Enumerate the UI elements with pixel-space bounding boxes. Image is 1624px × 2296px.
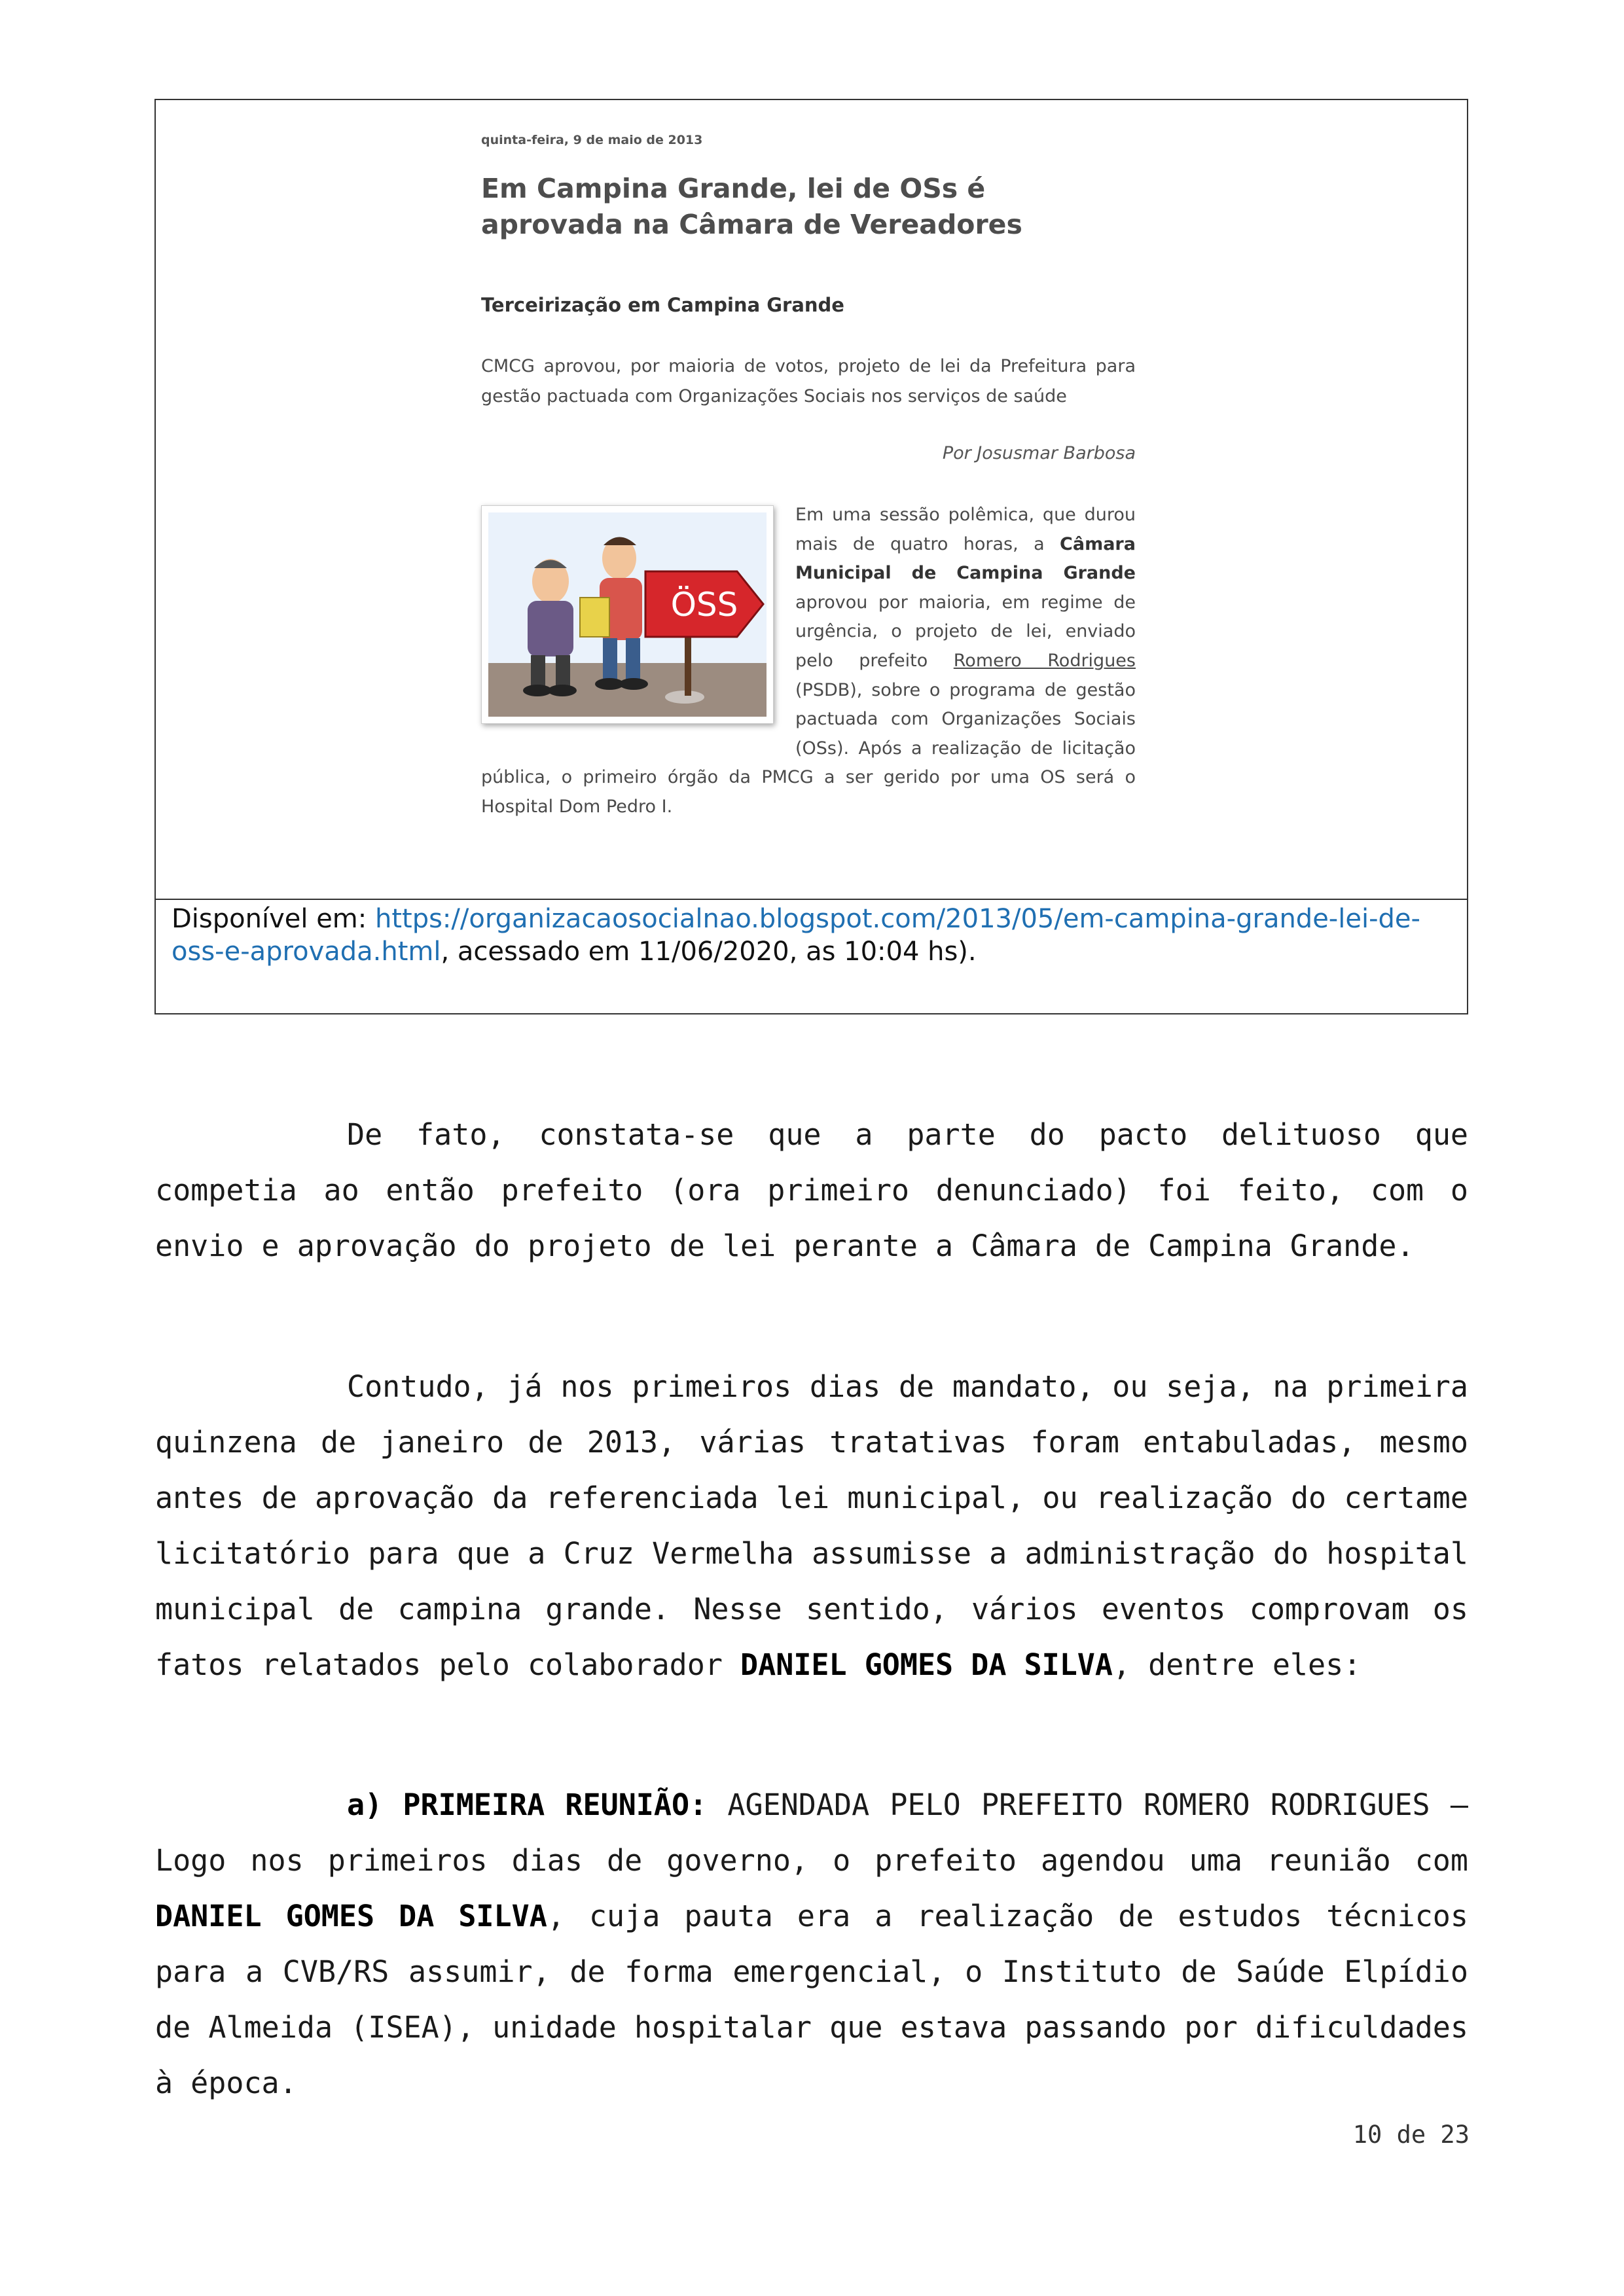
blog-date: quinta-feira, 9 de maio de 2013 <box>481 133 703 147</box>
blog-subtitle: Terceirização em Campina Grande <box>481 294 844 316</box>
collaborator-name: DANIEL GOMES DA SILVA <box>740 1647 1113 1682</box>
article-bold-camara: Câmara Municipal de Campina Grande <box>795 533 1136 584</box>
first-meeting-label: a) PRIMEIRA REUNIÃO: <box>347 1787 708 1822</box>
paragraph-2 <box>155 1359 1468 1693</box>
article-text-3: (PSDB), sobre o programa de gestão pactuada com Organizações Sociais (OSs). Após a realização de licitação pública, o primeiro órgão da PMCG a ser gerido por uma OS será o Hospital Dom Pedro I. <box>481 679 1136 817</box>
caption-prefix: Disponível em: <box>171 904 375 934</box>
paragraph-3 <box>155 1777 1468 2111</box>
collaborator-name-2: DANIEL GOMES DA SILVA <box>155 1899 547 1933</box>
romero-rodrigues-link[interactable]: Romero Rodrigues <box>953 650 1136 671</box>
blog-author: Por Josusmar Barbosa <box>942 443 1136 463</box>
source-link[interactable]: https://organizacaosocialnao.blogspot.com/2013/05/em-campina-grande-lei-de-oss-e-aprovada.html <box>171 904 1420 967</box>
figure-box <box>154 99 1468 1014</box>
blog-title: Em Campina Grande, lei de OSs é aprovada na Câmara de Vereadores <box>481 173 1022 240</box>
paragraph-2-end: , dentre eles: <box>1113 1647 1362 1682</box>
caption-suffix: , acessado em 11/06/2020, as 10:04 hs). <box>441 937 977 967</box>
paragraph-1-text: De fato, constata-se que a parte do pacto delituoso que competia ao então prefeito (ora primeiro denunciado) foi feito, com o envio e aprovação do projeto de lei perante a Câmara de Campina Grande. <box>155 1117 1468 1263</box>
paragraph-2-text: Contudo, já nos primeiros dias de mandato, ou seja, na primeira quinzena de janeiro de 2013, várias tratativas foram entabuladas, mesmo antes de aprovação da referenciada lei municipal, ou realização do certame licitatório para que a Cruz Vermelha assumisse a administração do hospital municipal de campina grande. Nesse sentido, vários eventos comprovam os fatos relatados pelo colaborador <box>155 1369 1468 1682</box>
paragraph-3-end: , cuja pauta era a realização de estudos técnicos para a CVB/RS assumir, de forma emergencial, o Instituto de Saúde Elpídio de Almeida (ISEA), unidade hospitalar que estava passando por dificuldades à época. <box>155 1899 1468 2100</box>
paragraph-3-text: AGENDADA PELO PREFEITO ROMERO RODRIGUES – Logo nos primeiros dias de governo, o prefeito agendou uma reunião com <box>155 1787 1468 1878</box>
figure-caption <box>171 903 1454 968</box>
cartoon-sign-text: ÖSS <box>670 586 738 624</box>
page-number: 10 de 23 <box>1352 2121 1470 2149</box>
article-text-1: Em uma sessão polêmica, que durou mais de quatro horas, a <box>795 505 1136 554</box>
blog-article <box>481 501 1136 822</box>
blog-lead: CMCG aprovou, por maioria de votos, projeto de lei da Prefeitura para gestão pactuada com Organizações Sociais nos serviços de saúde <box>481 356 1136 406</box>
blog-screenshot <box>156 100 1467 900</box>
paragraph-1 <box>155 1107 1468 1274</box>
article-text-2: aprovou por maioria, em regime de urgência, o projeto de lei, enviado pelo prefeito <box>795 592 1136 671</box>
